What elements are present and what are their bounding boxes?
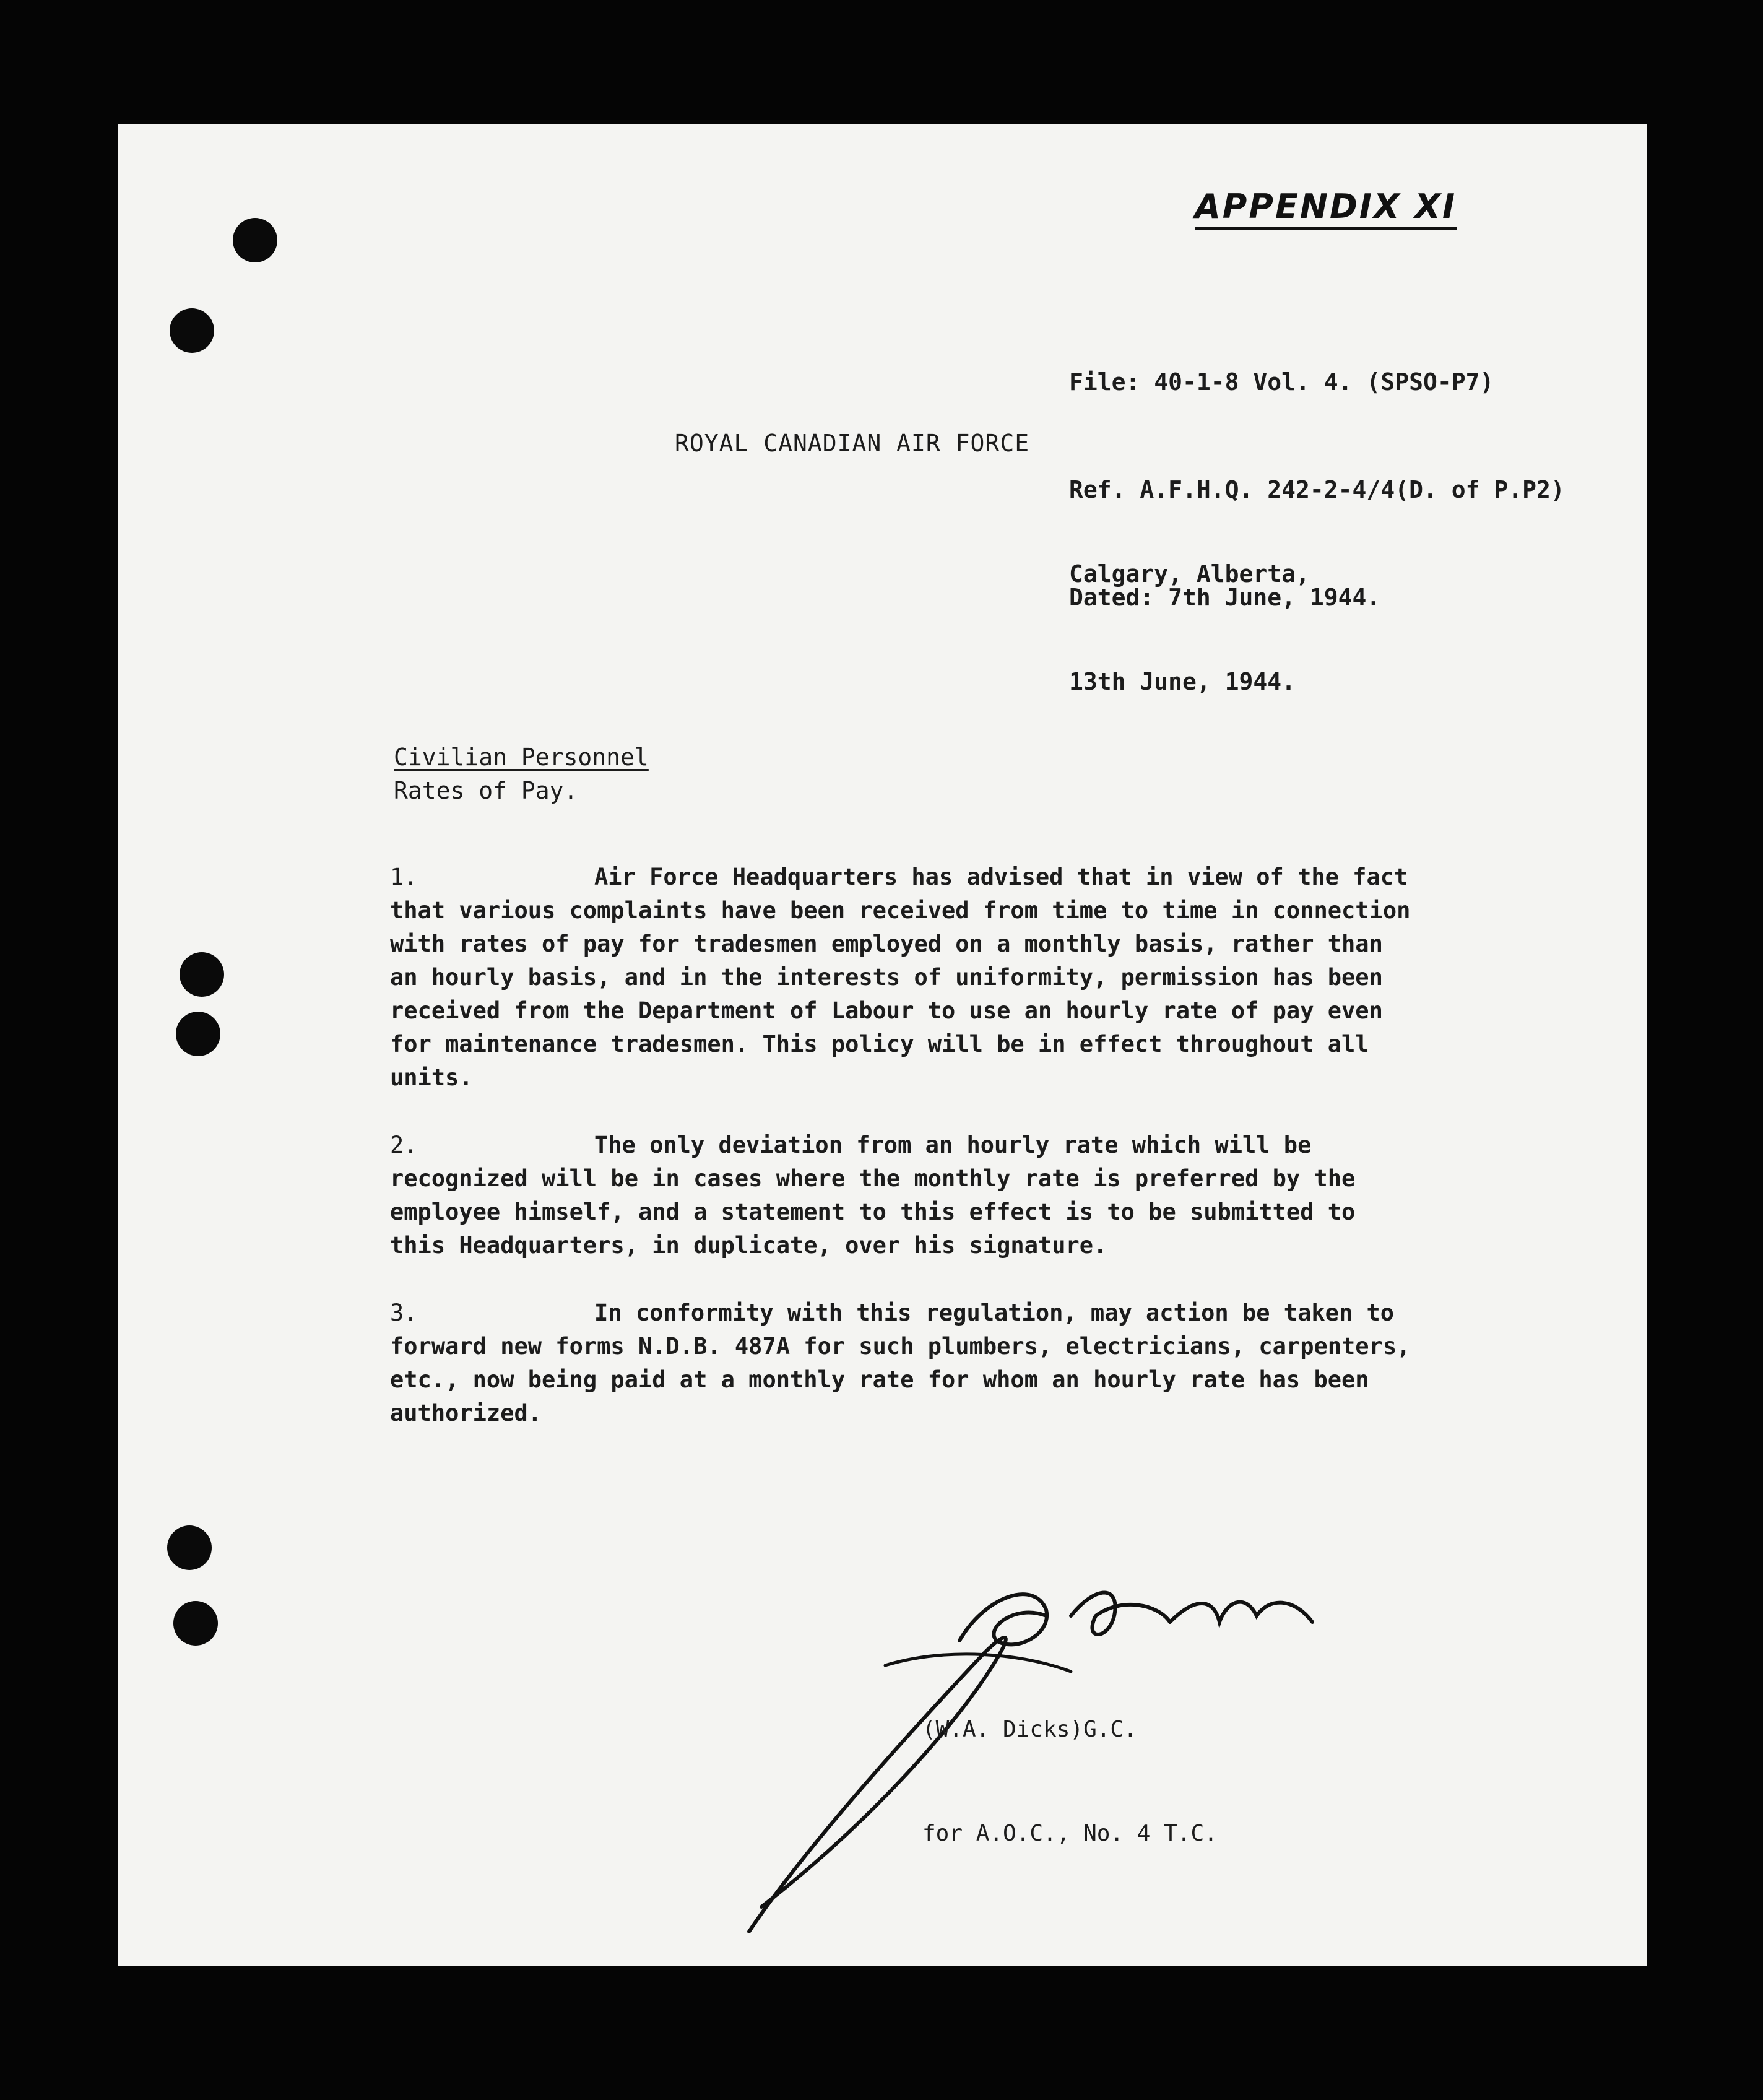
paragraph-number: 3.	[390, 1299, 418, 1326]
punch-hole-4	[176, 1012, 220, 1056]
paragraph-1	[390, 861, 1418, 1095]
punch-hole-6	[173, 1601, 218, 1646]
punch-hole-1	[233, 218, 277, 262]
paragraph-text: Air Force Headquarters has advised that in view of the fact that various complaints have been received from time to time in connection with rates of pay for tradesmen employed on a monthly basis, rather than an hourly basis, and in the interests of uniformity, permission has been received from the Department of Labour to use an hourly rate of pay even for maintenance tradesmen. This policy will be in effect throughout all units.	[390, 864, 1411, 1091]
punch-hole-5	[167, 1525, 212, 1570]
date-line: 13th June, 1944.	[1069, 668, 1296, 695]
paragraph-3	[390, 1296, 1418, 1430]
punch-hole-2	[170, 308, 214, 353]
appendix-label: APPENDIX XI	[1195, 187, 1457, 230]
place-date-block	[1069, 484, 1310, 771]
paragraph-number: 1.	[390, 864, 418, 890]
signatory-name: (W.A. Dicks)G.C.	[922, 1717, 1137, 1742]
document-page	[118, 124, 1647, 1966]
reference-number: Ref. A.F.H.Q. 242-2-4/4(D. of P.P2)	[1069, 476, 1565, 503]
place-line: Calgary, Alberta,	[1069, 560, 1310, 588]
signatory-for: for A.O.C., No. 4 T.C.	[922, 1821, 1218, 1846]
dated-line: Dated: 7th June, 1944.	[1069, 584, 1381, 611]
organization-heading: ROYAL CANADIAN AIR FORCE	[675, 430, 1030, 457]
paragraph-text: In conformity with this regulation, may action be taken to forward new forms N.D.B. 487A for such plumbers, electricians, carpenters, etc., now being paid at a monthly rate for whom an hourly rate has been authorized.	[390, 1299, 1411, 1426]
punch-hole-3	[180, 952, 224, 997]
paragraph-number: 2.	[390, 1132, 418, 1158]
subject-block	[394, 740, 649, 807]
subject-subtitle: Rates of Pay.	[394, 777, 578, 804]
subject-title: Civilian Personnel	[394, 744, 649, 771]
paragraph-2	[390, 1129, 1418, 1262]
paragraph-text: The only deviation from an hourly rate which will be recognized will be in cases where the monthly rate is preferred by the employee himself, and a statement to this effect is to be submitted to this Headquarters, in duplicate, over his signature.	[390, 1132, 1356, 1259]
signature-block	[922, 1643, 1218, 1920]
body-paragraphs	[390, 861, 1418, 1464]
file-number: File: 40-1-8 Vol. 4. (SPSO-P7)	[1069, 368, 1494, 396]
